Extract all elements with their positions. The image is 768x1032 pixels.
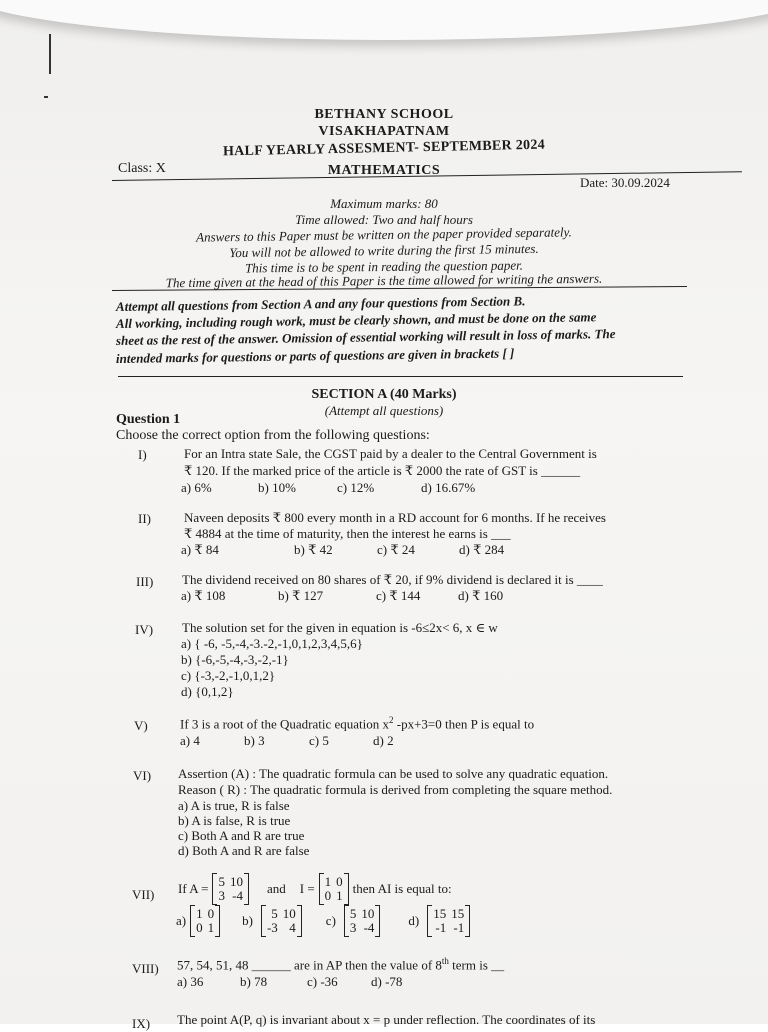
item-text: For an Intra state Sale, the CGST paid by a dealer to the Central Government is — [184, 446, 597, 461]
option: c) 12% — [337, 480, 375, 495]
item-number: III) — [136, 574, 154, 589]
class-label: Class: X — [118, 161, 166, 176]
matrix-identity: 1 0 0 1 — [319, 873, 349, 905]
option-matrix: 5 10 -3 4 — [261, 905, 302, 937]
option: d) ₹ 160 — [458, 588, 504, 603]
option: c) 5 — [309, 733, 329, 748]
option: a) ₹ 108 — [181, 588, 226, 603]
item-number: VI) — [133, 768, 152, 783]
item-options — [181, 542, 504, 558]
option-matrix: 1 0 0 1 — [190, 905, 220, 937]
item-text: The solution set for the given in equation is -6≤2x< 6, x ∈ w — [182, 620, 498, 635]
option: a) { -6, -5,-4,-3.-2,-1,0,1,2,3,4,5,6} — [181, 636, 363, 651]
item-number: I) — [138, 447, 147, 462]
question-intro: Choose the correct option from the following questions: — [116, 428, 430, 443]
item-text: ₹ 120. If the marked price of the article is ₹ 2000 the rate of GST is ______ — [184, 463, 581, 478]
exam-title: HALF YEARLY ASSESMENT- SEPTEMBER 2024 — [222, 137, 546, 160]
margin-tick — [44, 96, 48, 98]
option: a) A is true, R is false — [178, 798, 290, 813]
option: d) ₹ 284 — [459, 542, 505, 557]
item-number: IX) — [132, 1016, 151, 1031]
option: b) {-6,-5,-4,-3,-2,-1} — [181, 652, 289, 667]
instruction-reading: This time is to be spent in reading the question paper. — [244, 257, 524, 276]
option: d) Both A and R are false — [178, 843, 310, 858]
option: c) ₹ 144 — [376, 588, 421, 603]
time-allowed: Time allowed: Two and half hours — [295, 212, 473, 227]
instruction-answers: Answers to this Paper must be written on the paper provided separately. — [196, 224, 572, 245]
exam-date: Date: 30.09.2024 — [580, 175, 670, 190]
item-number: IV) — [135, 622, 154, 637]
item-options — [181, 480, 475, 496]
option: a) ₹ 84 — [181, 542, 219, 557]
option: c) Both A and R are true — [178, 828, 305, 843]
max-marks: Maximum marks: 80 — [330, 196, 438, 211]
option: d) 2 — [373, 733, 394, 748]
item-text: The point A(P, q) is invariant about x = p under reflection. The coordinates of its — [177, 1012, 596, 1027]
option: b) ₹ 42 — [294, 542, 333, 557]
instruction-no-writing: You will not be allowed to write during the first 15 minutes. — [229, 240, 539, 261]
option: b) 10% — [258, 480, 296, 495]
item-options: a) 1 0 0 1 b) 5 10 -3 4 c) 5 10 3 -4 d) 15 15 -1 -1 — [176, 905, 470, 937]
section-divider — [118, 376, 683, 377]
item-options — [177, 974, 402, 990]
item-options — [180, 733, 394, 749]
section-title: SECTION A (40 Marks) — [311, 387, 457, 402]
item-text: Naveen deposits ₹ 800 every month in a RD account for 6 months. If he receives — [184, 510, 606, 525]
option: c) -36 — [307, 974, 338, 989]
option: d) 16.67% — [421, 480, 476, 495]
option: b) 3 — [244, 733, 265, 748]
option: d) -78 — [371, 974, 403, 989]
question-title: Question 1 — [116, 412, 181, 427]
general-instruction-2: All working, including rough work, must be clearly shown, and must be done on the same — [115, 309, 597, 331]
matrix-a: 5 10 3 -4 — [212, 873, 249, 905]
option: c) ₹ 24 — [377, 542, 415, 557]
item-text: If 3 is a root of the Quadratic equation $x^2$ -px+3=0 then P is equal to — [180, 715, 535, 732]
item-text: The dividend received on 80 shares of ₹ 20, if 9% dividend is declared it is ____ — [182, 572, 603, 587]
option: a) 36 — [177, 974, 204, 989]
general-instruction-1: Attempt all questions from Section A and any four questions from Section B. — [115, 293, 526, 314]
option: b) 78 — [240, 974, 268, 989]
school-name: BETHANY SCHOOL — [314, 107, 454, 122]
option: a) 6% — [181, 480, 212, 495]
item-number: VIII) — [132, 961, 159, 976]
general-instruction-3: sheet as the rest of the answer. Omission of essential working will result in loss of marks. The — [115, 326, 616, 348]
option: c) {-3,-2,-1,0,1,2} — [181, 668, 276, 683]
item-text: Reason ( R) : The quadratic formula is derived from completing the square method. — [178, 782, 613, 797]
item-text: Assertion (A) : The quadratic formula can be used to solve any quadratic equation. — [178, 766, 609, 781]
general-instruction-4: intended marks for questions or parts of questions are given in brackets [ ] — [115, 345, 515, 366]
option-matrix: 15 15 -1 -1 — [427, 905, 470, 937]
margin-mark — [49, 34, 51, 74]
option: b) ₹ 127 — [278, 588, 324, 603]
item-text: 57, 54, 51, 48 ______ are in AP then the value of 8th term is __ — [177, 956, 505, 973]
section-subtitle: (Attempt all questions) — [324, 403, 444, 418]
instruction-time: The time given at the head of this Paper is the time allowed for writing the answers. — [165, 270, 603, 291]
option: a) 4 — [180, 733, 200, 748]
option: d) {0,1,2} — [181, 684, 234, 699]
subject-title: MATHEMATICS — [327, 163, 441, 178]
option: b) A is false, R is true — [178, 813, 291, 828]
item-number: VII) — [132, 887, 155, 902]
school-city: VISAKHAPATNAM — [318, 124, 450, 139]
option-matrix: 5 10 3 -4 — [344, 905, 381, 937]
item-text: If A = 5 10 3 -4 and I = 1 0 0 1 then AI is equal to: — [178, 874, 452, 903]
item-number: V) — [134, 718, 148, 733]
item-options — [181, 588, 503, 604]
page-top-edge — [0, 0, 768, 40]
item-text: ₹ 4884 at the time of maturity, then the interest he earns is ___ — [184, 526, 511, 541]
item-number: II) — [138, 511, 151, 526]
